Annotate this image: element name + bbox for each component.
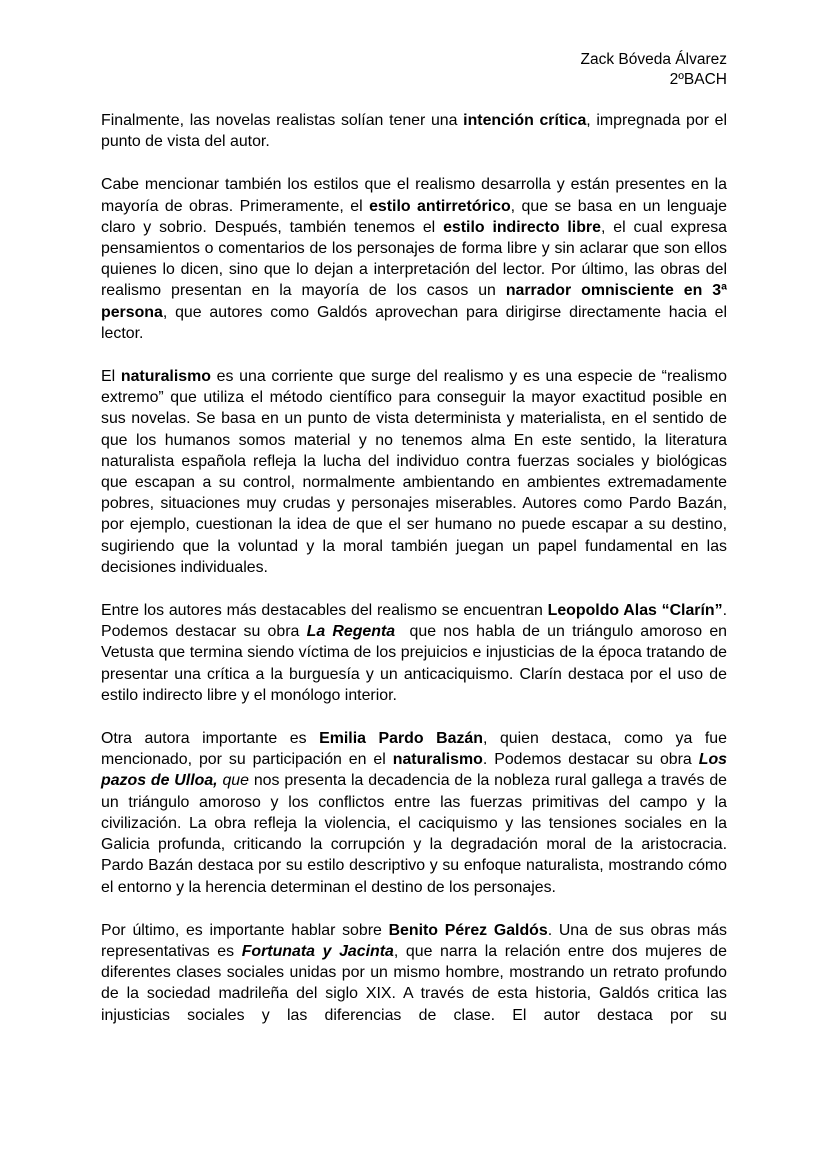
book-title: La Regenta xyxy=(306,623,396,641)
book-title: Los pazos de Ulloa, xyxy=(101,751,727,790)
text-run: , que autores como Galdós aprovechan para dirigirse directamente hacia el lector. xyxy=(101,303,727,342)
author-name: Zack Bóveda Álvarez xyxy=(580,51,727,68)
bold-term: Emilia Pardo Bazán xyxy=(319,730,483,748)
course-label: 2ºBACH xyxy=(669,71,727,88)
text-run: Finalmente, las novelas realistas solían tener una xyxy=(101,112,464,129)
bold-term: Benito Pérez Galdós xyxy=(388,921,548,939)
text-run: , que se basa en un lenguaje claro y sobrio. Después, también tenemos el xyxy=(101,197,727,236)
italic-run: que xyxy=(217,772,249,790)
bold-term: Leopoldo Alas “Clarín” xyxy=(547,602,723,620)
text-run: es una corriente que surge del realismo y es una especie de “realismo extremo” que utiliza el método científico para conseguir la mayor exactitud posible en sus novelas. Se basa en un punto de vista determinista y materialista, en el sentido de que los humanos somos material y no tenemos alma En este sentido, la literatura naturalista española refleja la lucha del individuo contra fuerzas sociales y biológicas que escapan a su control, normalmente ambientando en ambientes extremadamente pobres, situaciones muy crudas y personajes miserables. Autores como Pardo Bazán, por ejemplo, cuestionan la idea de que el ser humano no puede escapar a su destino, sugiriendo que la voluntad y la moral también juegan un papel fundamental en las decisiones individuales. xyxy=(101,368,727,576)
book-title: Fortunata y Jacinta xyxy=(241,942,394,960)
text-run: Otra autora importante es xyxy=(101,730,320,748)
bold-term: narrador omnisciente en 3ª persona xyxy=(101,282,727,321)
text-run: , quien destaca, como ya fue mencionado, por su participación en el xyxy=(101,730,727,769)
text-run: El xyxy=(101,368,121,386)
bold-term: intención crítica xyxy=(463,112,587,129)
bold-term: estilo indirecto libre xyxy=(443,218,601,236)
text-run: . Podemos destacar su obra xyxy=(101,602,727,641)
text-run: , el cual expresa pensamientos o comentarios de los personajes de forma libre y sin aclarar que son ellos quienes lo dicen, sino que lo dejan a interpretación del lector. Por último, las obras del realismo presentan en la mayoría de los casos un xyxy=(101,218,728,300)
paragraph-clarin xyxy=(101,600,732,706)
paragraph-naturalism xyxy=(101,366,727,578)
text-run: , que narra la relación entre dos mujeres de diferentes clases sociales unidas por un mismo hombre, mostrando un retrato profundo de la sociedad madrileña del siglo XIX. A través de esta historia, Galdós critica las injusticias sociales y las diferencias de clase. El autor destaca por su xyxy=(101,942,727,1024)
text-run: . Podemos destacar su obra xyxy=(482,751,699,769)
bold-term: estilo antirretórico xyxy=(369,197,511,215)
paragraph-pardo-bazan xyxy=(101,728,727,898)
text-run: que nos habla de un triángulo amoroso en Vetusta que termina siendo víctima de los prejuicios e injusticias de la época tratando de presentar una crítica a la burguesía y un anticaciquismo. Clarín destaca por el uso de estilo indirecto libre y el monólogo interior. xyxy=(101,623,732,704)
bold-term: naturalismo xyxy=(120,368,211,386)
paragraph-realism-styles xyxy=(101,174,727,344)
text-run: Cabe mencionar también los estilos que el realismo desarrolla y están presentes en la mayoría de obras. Primeramente, el xyxy=(101,176,727,215)
text-run: nos presenta la decadencia de la nobleza rural gallega a través de un triángulo amoroso y los conflictos entre las fuerzas primitivas del campo y la civilización. La obra refleja la violencia, el caciquismo y las tensiones sociales en la Galicia profunda, criticando la corrupción y la degradación moral de la aristocracia. Pardo Bazán destaca por su estilo descriptivo y su enfoque naturalista, mostrando cómo el entorno y la herencia determinan el destino de los personajes. xyxy=(101,772,727,896)
text-run: Entre los autores más destacables del realismo se encuentran xyxy=(101,602,548,620)
text-run: . Una de sus obras más representativas es xyxy=(101,921,727,960)
text-run: , impregnada por el punto de vista del autor. xyxy=(101,112,728,151)
document-body xyxy=(101,110,732,1048)
page-header xyxy=(581,50,727,90)
paragraph-galdos xyxy=(101,920,727,1026)
bold-term: naturalismo xyxy=(392,751,483,769)
text-run: Por último, es importante hablar sobre xyxy=(101,921,389,939)
paragraph-critical-intent xyxy=(101,110,727,152)
